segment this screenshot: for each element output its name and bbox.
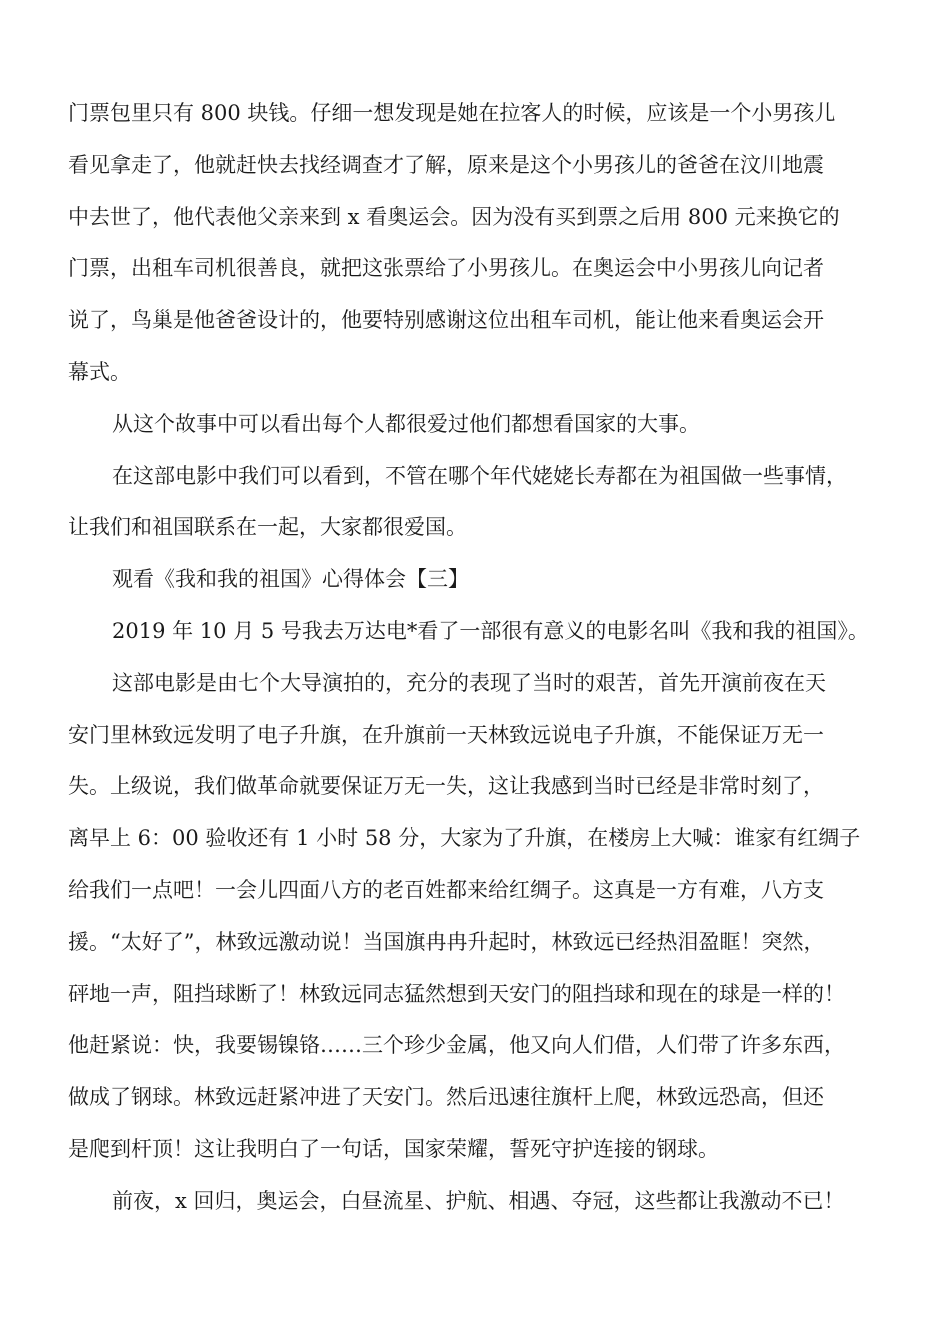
text-line: 说了，鸟巢是他爸爸设计的，他要特别感谢这位出租车司机，能让他来看奥运会开 (68, 308, 824, 333)
text-line: 援。“太好了”，林致远激动说！当国旗冉冉升起时，林致远已经热泪盈眶！突然， (68, 929, 825, 954)
text-line: 离早上 6：00 验收还有 1 小时 58 分，大家为了升旗，在楼房上大喊：谁家有红绸子 (68, 826, 861, 851)
text-line: 给我们一点吧！一会儿四面八方的老百姓都来给红绸子。这真是一方有难，八方支 (68, 877, 824, 902)
section-heading: 观看《我和我的祖国》心得体会【三】 (112, 567, 469, 592)
text-line: 门票，出租车司机很善良，就把这张票给了小男孩儿。在奥运会中小男孩儿向记者 (68, 256, 824, 281)
text-line: 砰地一声，阻挡球断了！林致远同志猛然想到天安门的阻挡球和现在的球是一样的！ (68, 981, 845, 1006)
text-line: 他赶紧说：快，我要锡镍铬……三个珍少金属，他又向人们借，人们带了许多东西， (68, 1033, 845, 1058)
text-line: 让我们和祖国联系在一起，大家都很爱国。 (68, 515, 467, 540)
document-page (68, 96, 898, 1236)
text-line: 是爬到杆顶！这让我明白了一句话，国家荣耀，誓死守护连接的钢球。 (68, 1136, 719, 1161)
paragraph-first-line: 2019 年 10 月 5 号我去万达电*看了一部很有意义的电影名叫《我和我的祖国》。 (112, 618, 869, 643)
text-line: 中去世了，他代表他父亲来到 x 看奥运会。因为没有买到票之后用 800 元来换它的 (68, 204, 840, 229)
paragraph-first-line: 前夜，x 回归，奥运会，白昼流星、护航、相遇、夺冠，这些都让我激动不已！ (112, 1188, 845, 1213)
text-line: 安门里林致远发明了电子升旗，在升旗前一天林致远说电子升旗，不能保证万无一 (68, 722, 824, 747)
text-line: 看见拿走了，他就赶快去找经调查才了解，原来是这个小男孩儿的爸爸在汶川地震 (68, 152, 824, 177)
text-line: 门票包里只有 800 块钱。仔细一想发现是她在拉客人的时候，应该是一个小男孩儿 (68, 101, 836, 125)
paragraph-first-line: 这部电影是由七个大导演拍的，充分的表现了当时的艰苦，首先开演前夜在天 (112, 670, 826, 695)
text-line: 幕式。 (68, 359, 131, 384)
text-line: 失。上级说，我们做革命就要保证万无一失，这让我感到当时已经是非常时刻了， (68, 774, 824, 799)
text-line: 做成了钢球。林致远赶紧冲进了天安门。然后迅速往旗杆上爬，林致远恐高，但还 (68, 1085, 824, 1110)
paragraph-first-line: 在这部电影中我们可以看到，不管在哪个年代姥姥长寿都在为祖国做一些事情， (112, 463, 847, 488)
paragraph-first-line: 从这个故事中可以看出每个人都很爱过他们都想看国家的大事。 (112, 411, 700, 436)
